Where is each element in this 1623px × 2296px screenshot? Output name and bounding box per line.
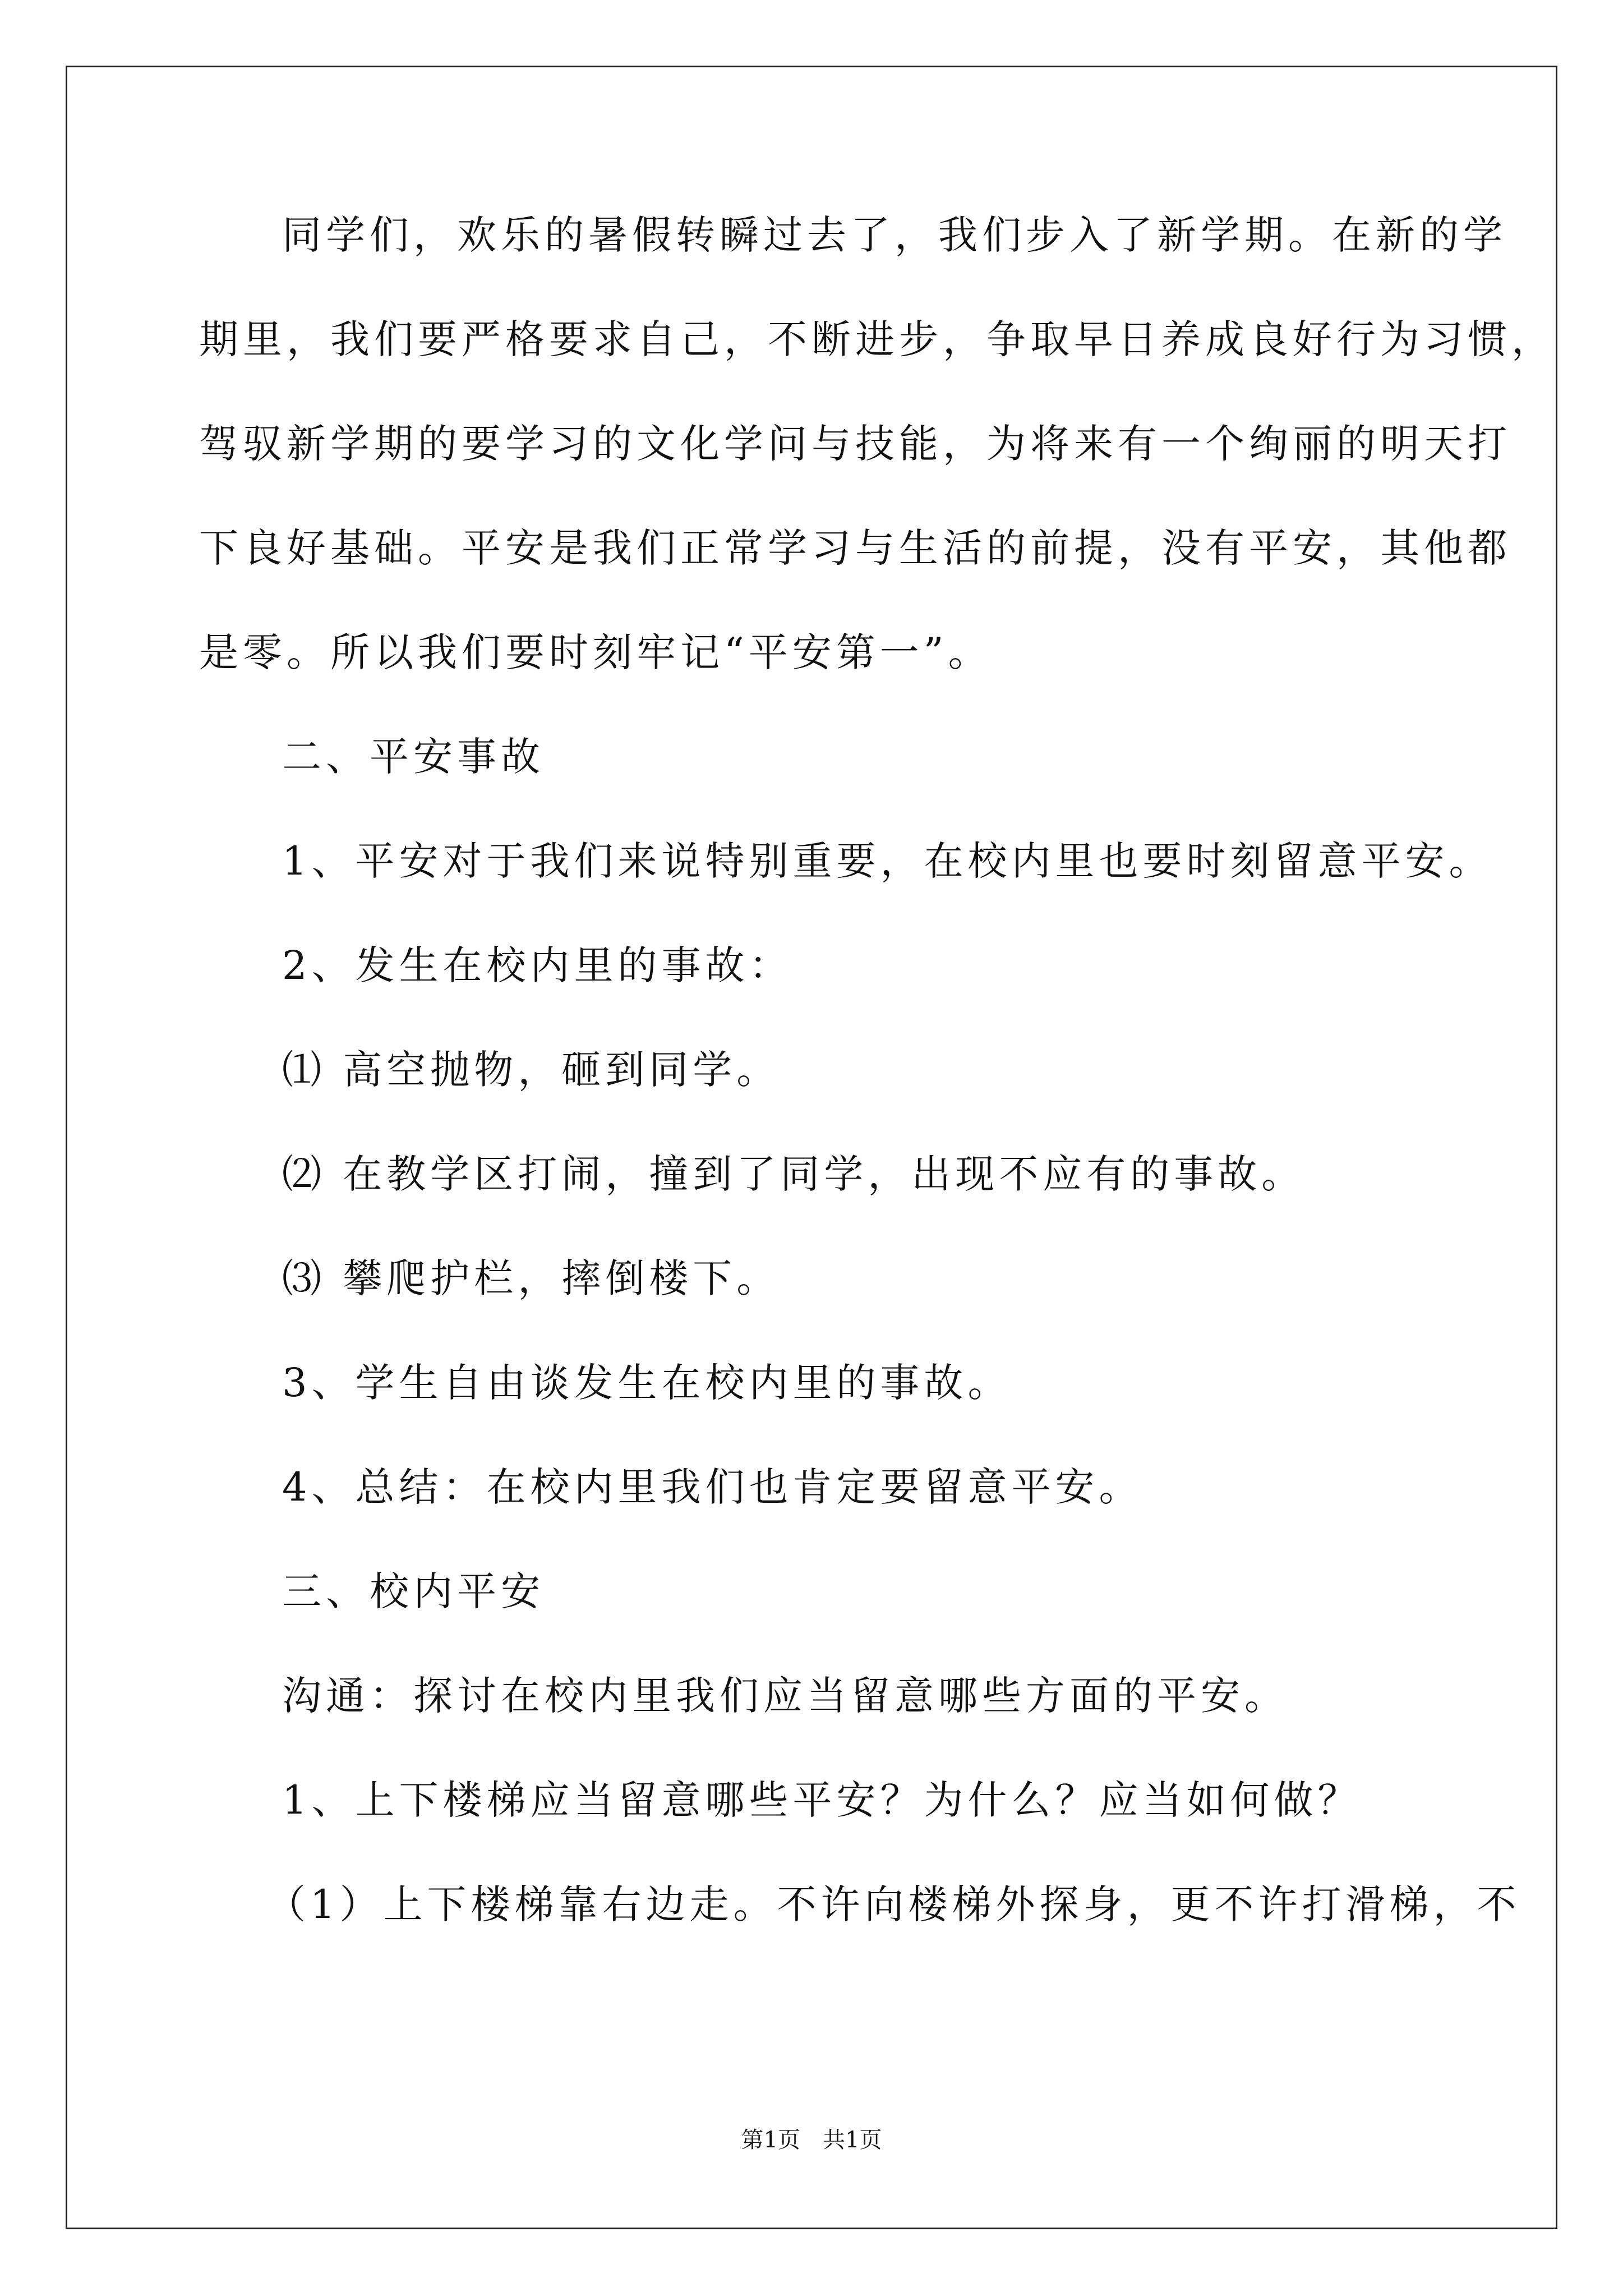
sub-item-1: ⑴ 高空抛物，砸到同学。 — [282, 1047, 781, 1093]
paragraph-line-2: 期里，我们要严格要求自己，不断进步，争取早日养成良好行为习惯， — [199, 316, 1555, 362]
section-heading-3: 三、校内平安 — [282, 1568, 545, 1614]
list-item-1: 1、平安对于我们来说特别重要，在校内里也要时刻留意平安。 — [282, 838, 1493, 884]
section-heading-2: 二、平安事故 — [282, 734, 545, 780]
page-number-footer: 第1页 共1页 — [741, 2127, 882, 2153]
answer-line-1: （1）上下楼梯靠右边走。不许向楼梯外探身，更不许打滑梯，不 — [266, 1881, 1521, 1927]
list-item-4: 4、总结：在校内里我们也肯定要留意平安。 — [282, 1464, 1143, 1510]
paragraph-line-5: 是零。所以我们要时刻牢记“平安第一”。 — [199, 629, 992, 675]
sub-item-2: ⑵ 在教学区打闹，撞到了同学，出现不应有的事故。 — [282, 1151, 1306, 1197]
paragraph-line-1: 同学们，欢乐的暑假转瞬过去了，我们步入了新学期。在新的学 — [282, 212, 1507, 258]
paragraph-line-3: 驾驭新学期的要学习的文化学问与技能，为将来有一个绚丽的明天打 — [199, 421, 1511, 467]
list-item-2: 2、发生在校内里的事故： — [282, 942, 793, 988]
paragraph-line-4: 下良好基础。平安是我们正常学习与生活的前提，没有平安，其他都 — [199, 525, 1511, 571]
discussion-line: 沟通：探讨在校内里我们应当留意哪些方面的平安。 — [282, 1673, 1288, 1719]
question-line-1: 1、上下楼梯应当留意哪些平安？为什么？应当如何做？ — [282, 1777, 1362, 1823]
sub-item-3: ⑶ 攀爬护栏，摔倒楼下。 — [282, 1255, 781, 1301]
list-item-3: 3、学生自由谈发生在校内里的事故。 — [282, 1360, 1012, 1406]
